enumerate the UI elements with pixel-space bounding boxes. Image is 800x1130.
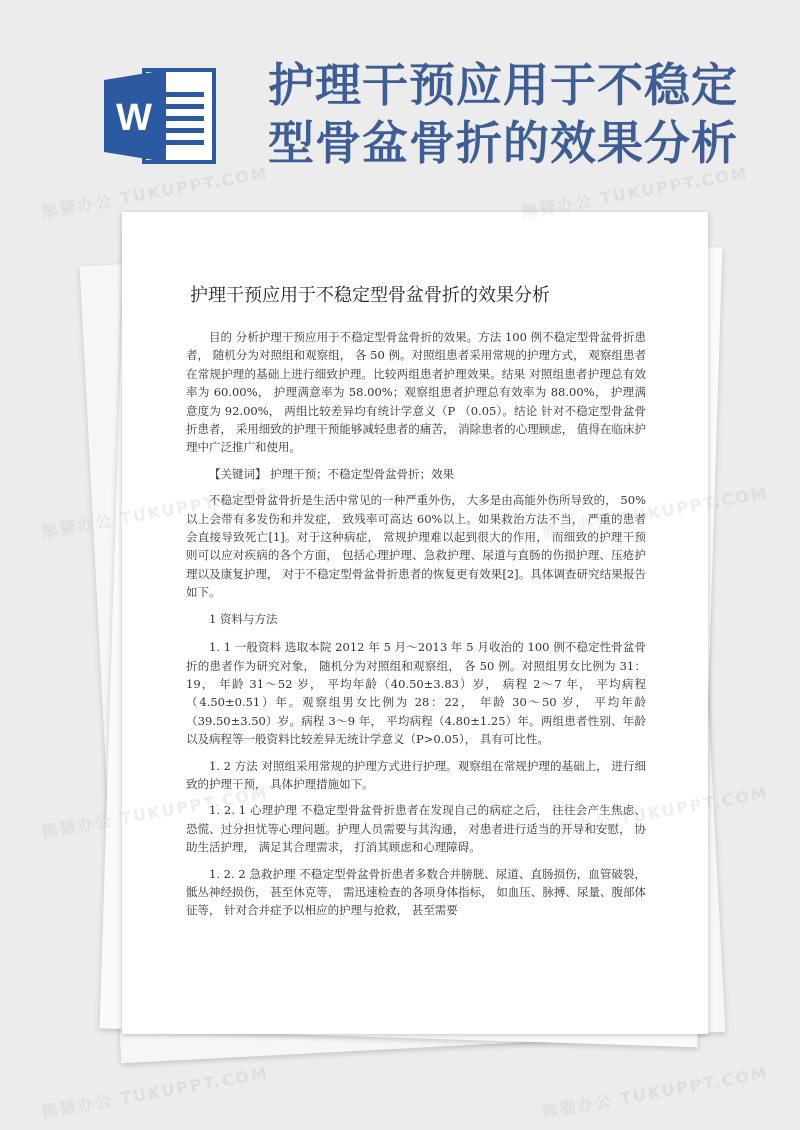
psych-care-paragraph: 1. 2. 1 心理护理 不稳定型骨盆骨折患者在发现自己的病症之后， 往往会产生焦虑、恐慌、过分担忧等心理问题。护理人员需要与其沟通， 对患者进行适当的开导和安慰， 协助生活护理， 满足其合理需求， 打消其顾虑和心理障碍。 <box>186 803 646 855</box>
word-icon-letter: W <box>116 97 152 139</box>
document-page <box>122 212 708 1034</box>
banner-title-line1: 护理干预应用于不稳定 <box>268 58 738 112</box>
banner-title-line2: 型骨盆骨折的效果分析 <box>268 116 738 170</box>
banner-title <box>268 56 788 172</box>
watermark: 熊猫办公 <box>40 810 115 842</box>
document-body <box>186 328 646 928</box>
watermark: 熊猫办公 TUKUPPT.COM <box>40 1063 270 1122</box>
watermark: 熊猫办公 TUKUPPT.COM <box>540 1063 770 1122</box>
watermark: 熊猫办公 <box>40 510 115 542</box>
intro-paragraph: 不稳定型骨盆骨折是生活中常见的一种严重外伤， 大多是由高能外伤所导致的， 50%以上会带有多发伤和并发症， 致残率可高达 60%以上。如果救治方法不当， 严重的患者会直接导致死亡[1]。对于这种病症， 常规护理难以起到很大的作用， 而细致的护理干预则可以应对疾病的各个方面， 包括心理护理、急救护理、尿道与直肠的伤损护理、压疮护理以及康复护理， 对于不稳定型骨盆骨折患者的恢复更有效果[2]。具体调查研究结果报告如下。 <box>186 493 646 600</box>
word-document-icon <box>104 66 216 166</box>
general-data-paragraph: 1. 1 一般资料 选取本院 2012 年 5 月～2013 年 5 月收治的 100 例不稳定性骨盆骨折的患者作为研究对象， 随机分为对照组和观察组， 各 50 例。对照组男女比例为 31：19， 年龄 31～52 岁， 平均年龄（40.50±3.83）岁， 病程 2～7 年， 平均病程（4.50±0.51）年。观察组男女比例为 28：22， 年龄 30～50 岁， 平均年龄（39.50±3.50）岁。病程 3～9 年， 平均病程（4.80±1.25）年。两组患者性别、年龄以及病程等一般资料比较差异无统计学意义（P>0.05）， 具有可比性。 <box>186 640 646 747</box>
section-heading: 1 资料与方法 <box>209 611 278 626</box>
keywords-paragraph: 【关键词】 护理干预；不稳定型骨盆骨折；效果 <box>209 466 455 481</box>
emergency-care-paragraph: 1. 2. 2 急救护理 不稳定型骨盆骨折患者多数合并膀胱、尿道、直肠损伤，血管破裂， 骶丛神经损伤， 甚至休克等， 需迅速检查的各项身体指标， 如血压、脉搏、尿量、腹部体征等， 针对合并症予以相应的护理与抢救， 甚至需要 <box>186 866 646 918</box>
watermark: 熊猫办公 TUKUPPT.COM <box>40 163 270 222</box>
abstract-paragraph: 目的 分析护理干预应用于不稳定型骨盆骨折的效果。方法 100 例不稳定型骨盆骨折患者， 随机分为对照组和观察组， 各 50 例。对照组患者采用常规的护理方式， 观察组患者在常规护理的基础上进行细致护理。比较两组患者护理效果。结果 对照组患者护理总有效率为 60.00%， 护理满意率为 58.00%；观察组患者护理总有效率为 88.00%， 护理满意度为 92.00%， 两组比较差异均有统计学意义（P （0.05）。结论 针对不稳定型骨盆骨折患者， 采用细致的护理干预能够减轻患者的痛苦， 消除患者的心理顾虑， 值得在临床护理中广泛推广和使用。 <box>186 330 646 455</box>
document-title: 护理干预应用于不稳定型骨盆骨折的效果分析 <box>190 285 550 306</box>
banner <box>0 0 800 210</box>
method-paragraph: 1. 2 方法 对照组采用常规的护理方式进行护理。观察组在常规护理的基础上， 进行细致的护理干预， 具体护理措施如下。 <box>186 758 646 791</box>
watermark: 熊猫办公 TUKUPPT.COM <box>520 163 750 222</box>
